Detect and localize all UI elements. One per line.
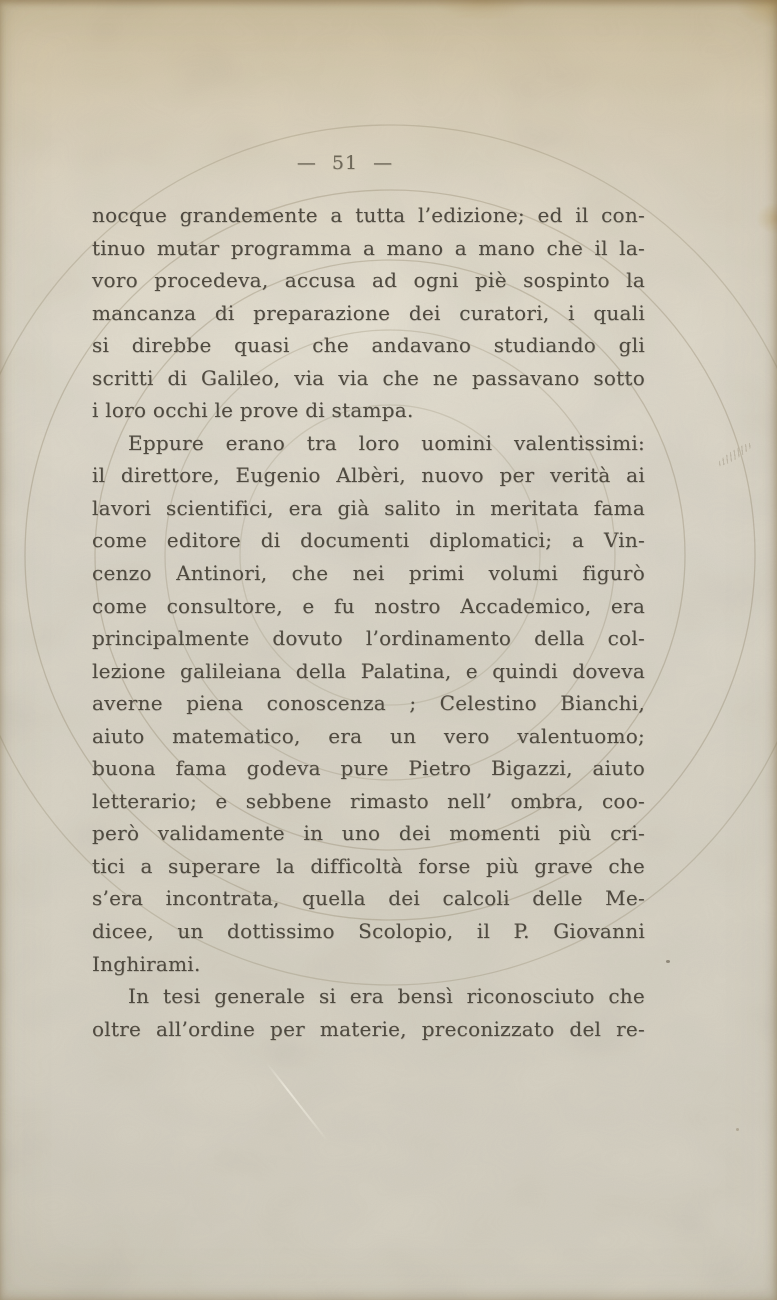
text-line: s’era incontrata, quella dei calcoli delle Me- bbox=[92, 886, 645, 911]
text-line: tinuo mutar programma a mano a mano che il la- bbox=[92, 235, 645, 260]
text-line: come editore di documenti diplomatici; a Vin- bbox=[92, 528, 645, 553]
text-line: Eppure erano tra loro uomini valentissimi: bbox=[128, 430, 645, 455]
page-number: — 51 — bbox=[296, 152, 394, 174]
paper-speck bbox=[736, 1128, 739, 1131]
text-line: lezione galileiana della Palatina, e quindi doveva bbox=[92, 658, 645, 683]
text-line: dicee, un dottissimo Scolopio, il P. Giovanni bbox=[92, 919, 645, 944]
text-line: letterario; e sebbene rimasto nell’ ombra, coo- bbox=[92, 788, 645, 813]
text-line: mancanza di preparazione dei curatori, i quali bbox=[92, 300, 645, 325]
text-line: In tesi generale si era bensì riconosciuto che bbox=[128, 984, 645, 1009]
text-line: scritti di Galileo, via via che ne passavano sotto bbox=[92, 365, 645, 390]
text-line: principalmente dovuto l’ordinamento della col- bbox=[92, 626, 645, 651]
text-line: cenzo Antinori, che nei primi volumi figurò bbox=[92, 561, 645, 586]
text-line: voro procedeva, accusa ad ogni piè sospinto la bbox=[92, 268, 645, 293]
page-text bbox=[92, 199, 645, 1045]
text-line: Inghirami. bbox=[92, 951, 201, 976]
text-line: però validamente in uno dei momenti più cri- bbox=[92, 821, 645, 846]
text-line: tici a superare la difficoltà forse più grave che bbox=[92, 853, 645, 878]
text-line: il direttore, Eugenio Albèri, nuovo per verità ai bbox=[92, 463, 645, 488]
ink-speck bbox=[666, 960, 670, 963]
text-line: averne piena conoscenza ; Celestino Bianchi, bbox=[92, 691, 645, 716]
text-line: nocque grandemente a tutta l’edizione; ed il con- bbox=[92, 203, 645, 227]
text-line: aiuto matematico, era un vero valentuomo; bbox=[92, 723, 645, 748]
text-line: oltre all’ordine per materie, preconizzato del re- bbox=[92, 1016, 645, 1041]
text-line: i loro occhi le prove di stampa. bbox=[92, 398, 414, 423]
text-line: come consultore, e fu nostro Accademico, era bbox=[92, 593, 645, 618]
text-line: buona fama godeva pure Pietro Bigazzi, aiuto bbox=[92, 756, 645, 781]
text-line: lavori scientifici, era già salito in meritata fama bbox=[92, 495, 645, 520]
text-line: si direbbe quasi che andavano studiando gli bbox=[92, 333, 645, 358]
